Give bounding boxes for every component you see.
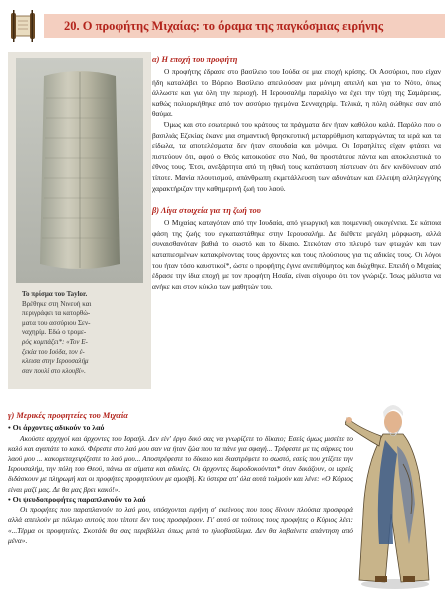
caption-line: ναχηρίμ. Εδώ ο τρομε- <box>22 328 87 337</box>
photo-panel <box>8 52 151 389</box>
prophecies-section <box>8 410 353 546</box>
caption-line: περιγράφει τα κατορθώ- <box>22 309 91 318</box>
prophet-illustration <box>345 394 441 590</box>
caption-line: σαν πουλί στο κλουβί». <box>22 366 86 375</box>
caption-line: ζεκία του Ιούδα, τον έ- <box>22 347 85 356</box>
prophecy-2-heading: • Οι ψευδοπροφήτες παραπλανούν το λαό <box>8 494 146 504</box>
prophecy-1-quote: Ακούστε αρχηγοί και άρχοντες του Ισραήλ. Δεν είν' έργο δικό σας να γνωρίζετε το δίκαιο; Εσείς όμως μισείτε το καλό και αγαπάτε το κακό. Φέρεστε στο λαό μου σαν να ήταν ζώα που τα πάνε για σφαγή... Τρέφεστε με τις σάρκες του λαού μου ... κακομεταχειρίζεστε το λαό μου... Αποστρέφεστε το δίκαιο και διαστρέφετε το σωστό, εσείς που χτίζετε την Ιερουσαλήμ, την πόλη του Θεού, πάνω σε αίματα και αδικίες. Οι άρχοντες δωροδοκούνται* όταν δικάζουν, οι ιερείς διδάσκουν με πληρωμή και οι προφήτες προφητεύουν με αμοιβή. Κι ύστερα απ' όλα αυτά τολμούν και λένε: «Ο Κύριος είναι μαζί μας. Δε θα μας βρει κακό!». <box>8 433 353 494</box>
section-b-paragraph-1: Ο Μιχαίας καταγόταν από την Ιουδαία, από γεωργική και ποιμενική οικογένεια. Σε κάποια φάση της ζωής του εγκαταστάθηκε στην Ιερουσαλήμ. Δε διέθετε μεγάλη μόρφωση, αλλά συναισθανόταν βαθιά το σωστό και το δίκαιο. Στεκόταν στο πλευρό των φτωχών και των καταπιεσμένων κατακρίνοντας τους άρχοντες και τους πλούσιους για τις αδικίες τους. Οι λόγοι του ήταν τόσο καυστικοί*, ώστε ο προφήτης έγινε ανεπιθύμητος και διώχθηκε. Επειδή ο Μιχαίας έδρασε την ίδια εποχή με τον προφήτη Ησαΐα, είναι σίγουρο ότι τον γνώριζε. Ίσως μάλιστα να ανήκε και στον κύκλο των μαθητών του. <box>152 218 441 291</box>
page-header <box>0 8 447 42</box>
caption-line: κλεισα στην Ιερουσαλήμ <box>22 357 89 366</box>
taylor-prism-photo <box>16 58 143 283</box>
caption-title: Το πρίσμα του Taylor. <box>22 290 88 298</box>
spacer <box>152 194 441 203</box>
section-c-heading: γ) Μερικές προφητείες του Μιχαία <box>8 411 128 420</box>
photo-caption <box>22 290 146 376</box>
main-text-column <box>152 52 441 292</box>
torah-scroll-icon <box>10 10 36 42</box>
section-b-heading: β) Λίγα στοιχεία για τη ζωή του <box>152 206 261 216</box>
caption-line: ματα του ασσύριου Σεν- <box>22 318 91 327</box>
prophecy-2-quote: Οι προφήτες που παραπλανούν το λαό μου, υπόσχονται ειρήνη σ' εκείνους που τους δίνουν πλούσια προσφορά αλλά απειλούν με πόλεμο αυτούς που τίποτε δεν τους προσφέρουν. Γι' αυτό σε τούτους τους προφήτες ο Κύριος λέει: «...Τέρμα οι προφητείες. Σκοτάδι θα σας περιβάλλει όπως μετά το ηλιοβασίλεμα. Δεν θα λαβαίνετε απάντηση από μένα». <box>8 505 353 545</box>
section-a-paragraph-1: Ο προφήτης έδρασε στο βασίλειο του Ιούδα σε μια εποχή κρίσης. Οι Ασσύριοι, που είχαν ήδη καταλάβει το Βόρειο Βασίλειο απειλούσαν μια μόνιμη απειλή και για το Νότο, όπως άλλωστε και για όλη την περιοχή. Η Ιερουσαλήμ παραλίγο να έχει την τύχη της Σαμάρειας, καθώς πολιορκήθηκε από τον ασσύριο ηγεμόνα Σενναχηρίμ. Τελικά, η πόλη σώθηκε σαν από θαύμα. <box>152 67 441 119</box>
caption-line: Βρέθηκε στη Νινευή και <box>22 299 92 308</box>
caption-line: ρός κομπάζει*: «Τον Ε- <box>22 337 88 346</box>
page-title: 20. Ο προφήτης Μιχαίας: το όραμα της παγκόσμιας ειρήνης <box>64 19 384 33</box>
section-a-paragraph-2: Όμως και στο εσωτερικό του κράτους τα πράγματα δεν ήταν καθόλου καλά. Παρόλο που ο βασιλιάς Εζεκίας έκανε μια σημαντική θρησκευτική μεταρρύθμιση καταργώντας τα ιερά και τα είδωλα, τα αποτελέσματα δεν ήταν σπουδαία και μόνιμα. Οι Ισραηλίτες είχαν φτάσει να πιστεύουν ότι, αφού ο Θεός κατοικούσε στο Ναό, θα προστάτευε πάντα και αποκλειστικά το έθνος τους. Έτσι, ανεξάρτητα από τη ηθική τους κατάσταση πίστευαν ότι δεν κινδύνευαν από τίποτε. Μανία πλουτισμού, απάνθρωπη εκμετάλλευση των αδυνάτων και έλλειψη αλληλεγγύης χαρακτήριζαν την καθημερινή ζωή του λαού. <box>152 119 441 193</box>
prophecy-1-heading: • Οι άρχοντες αδικούν το λαό <box>8 423 105 432</box>
section-a-heading: α) Η εποχή του προφήτη <box>152 55 238 64</box>
